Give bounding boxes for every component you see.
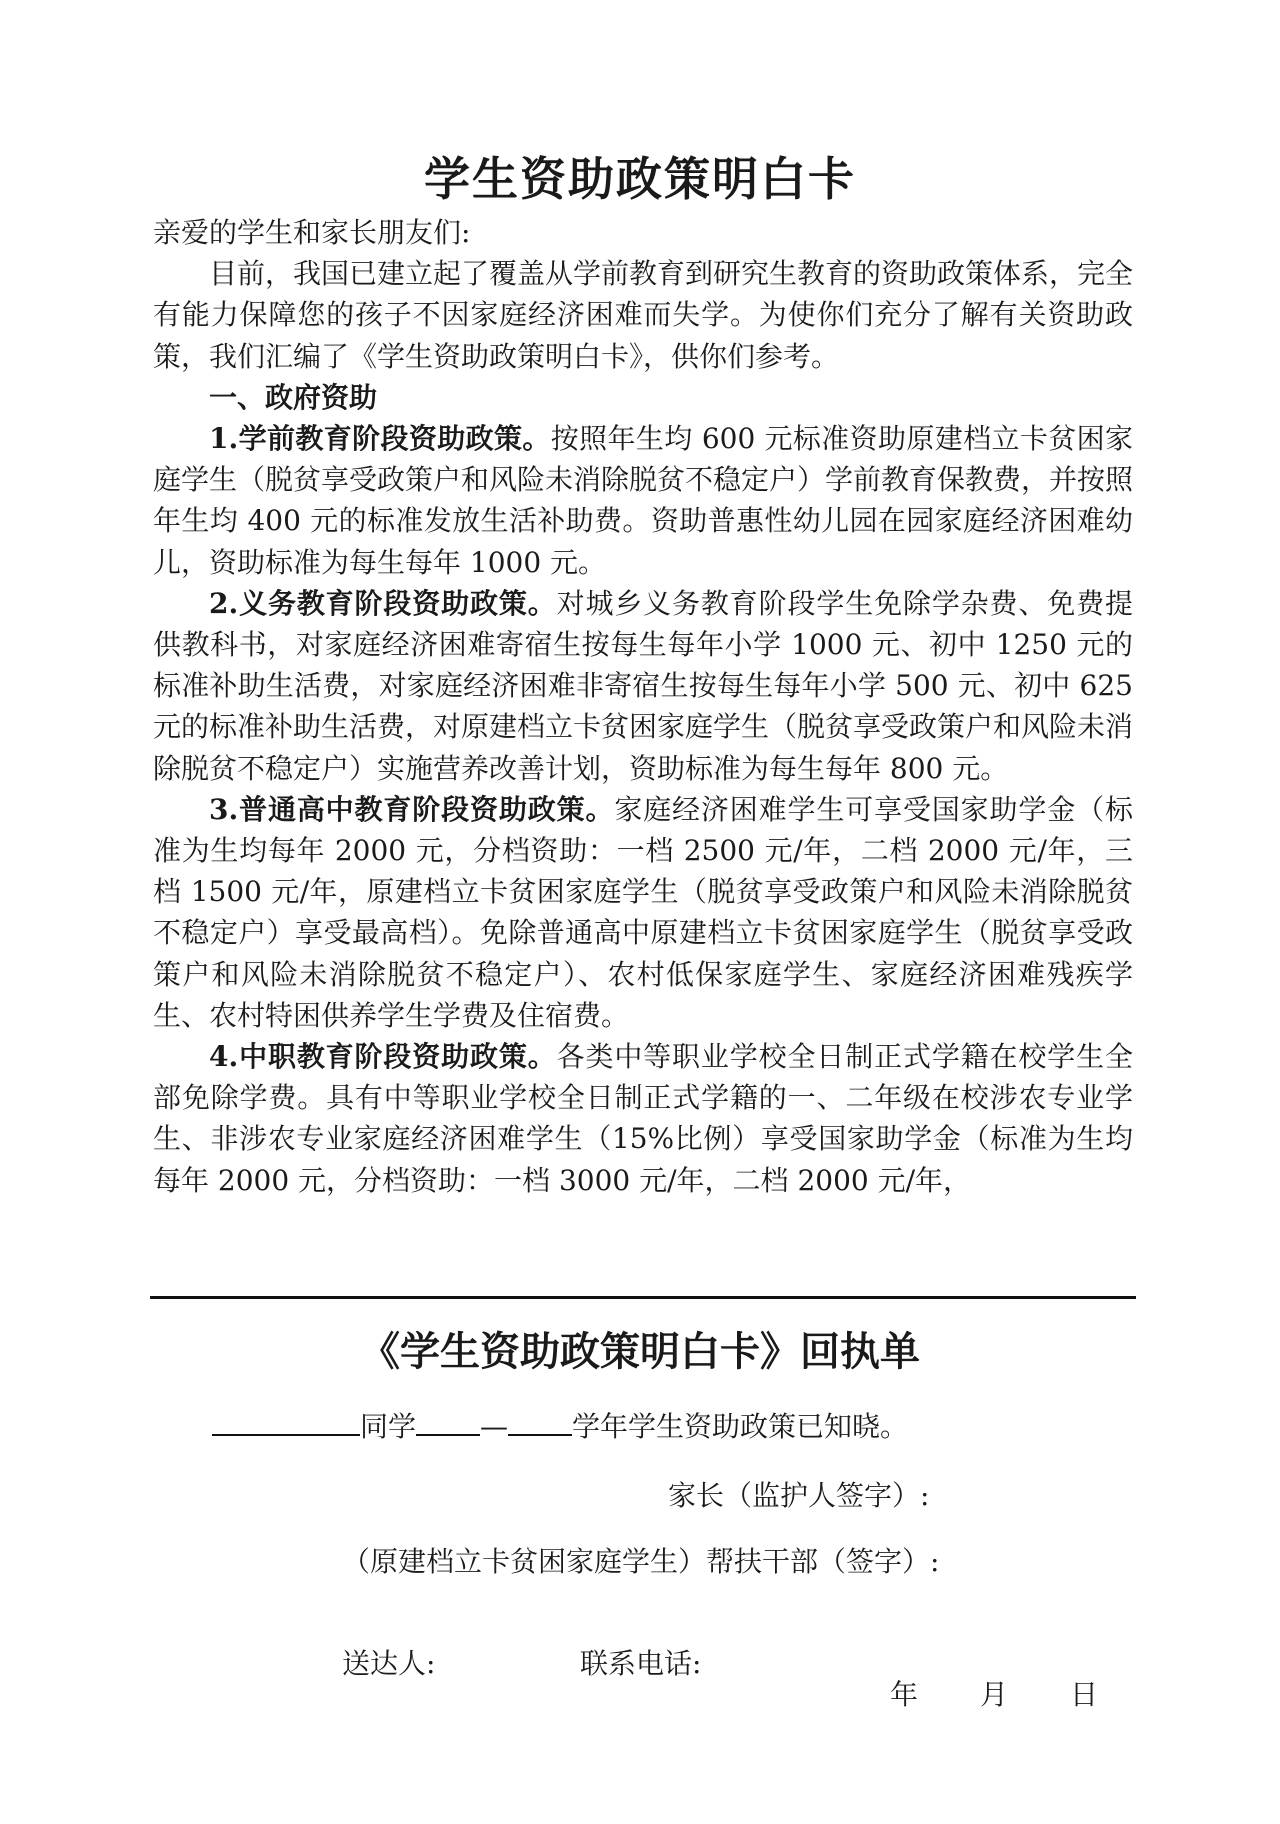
year-dash: —	[480, 1410, 509, 1443]
policy-item-preschool	[153, 418, 1133, 583]
receipt-acknowledgement-line	[212, 1405, 908, 1445]
end-year-blank[interactable]	[508, 1406, 572, 1436]
date-year-label: 年	[890, 1678, 919, 1711]
letter-body	[153, 212, 1133, 1201]
deliverer-field[interactable]: 送达人:	[342, 1647, 436, 1680]
policy-item-lead: 3.普通高中教育阶段资助政策。	[209, 792, 615, 826]
cut-line-divider	[150, 1296, 1136, 1299]
date-row	[890, 1673, 1098, 1713]
policy-item-lead: 2.义务教育阶段资助政策。	[209, 586, 557, 620]
policy-item-body: 按照年生均 600 元标准资助原建档立卡贫困家庭学生（脱贫享受政策户和风险未消除脱贫不稳定户）学前教育保教费，并按照年生均 400 元的标准发放生活补助费。资助普惠性幼儿园在园家庭经济困难幼儿，资助标准为每生每年 1000 元。	[153, 422, 1134, 579]
policy-item-body: 家庭经济困难学生可享受国家助学金（标准为生均每年 2000 元，分档资助：一档 2500 元/年，二档 2000 元/年，三档 1500 元/年，原建档立卡贫困家庭学生（脱贫享受政策户和风险未消除脱贫不稳定户）享受最高档）。免除普通高中原建档立卡贫困家庭学生（脱贫享受政策户和风险未消除脱贫不稳定户）、农村低保家庭学生、家庭经济困难残疾学生、农村特困供养学生学费及住宿费。	[153, 792, 1133, 1032]
acknowledgement-text: 学年学生资助政策已知晓。	[572, 1410, 909, 1443]
salutation: 亲爱的学生和家长朋友们:	[153, 216, 471, 249]
cadre-signature-field[interactable]: （原建档立卡贫困家庭学生）帮扶干部（签字）:	[342, 1545, 940, 1578]
policy-item-highschool	[153, 789, 1133, 1036]
section-heading-government-aid: 一、政府资助	[209, 380, 378, 414]
policy-item-body: 对城乡义务教育阶段学生免除学杂费、免费提供教科书，对家庭经济困难寄宿生按每生每年小学 1000 元、初中 1250 元的标准补助生活费，对家庭经济困难非寄宿生按每生每年小学 500 元、初中 625 元的标准补助生活费，对原建档立卡贫困家庭学生（脱贫享受政策户和风险未消除脱贫不稳定户）实施营养改善计划，资助标准为每生每年 800 元。	[153, 586, 1134, 785]
date-month-label: 月	[980, 1678, 1009, 1711]
student-name-blank[interactable]	[212, 1406, 360, 1436]
policy-item-vocational	[153, 1036, 1133, 1201]
start-year-blank[interactable]	[416, 1406, 480, 1436]
student-suffix-label: 同学	[360, 1410, 417, 1443]
policy-item-body: 各类中等职业学校全日制正式学籍在校学生全部免除学费。具有中等职业学校全日制正式学籍的一、二年级在校涉农专业学生、非涉农专业家庭经济困难学生（15%比例）享受国家助学金（标准为生均每年 2000 元，分档资助：一档 3000 元/年，二档 2000 元/年，	[153, 1040, 1133, 1197]
receipt-title: 《学生资助政策明白卡》回执单	[360, 1328, 920, 1375]
date-day-label: 日	[1070, 1678, 1099, 1711]
contact-phone-field[interactable]: 联系电话:	[580, 1647, 702, 1680]
parent-signature-field[interactable]: 家长（监护人签字）:	[668, 1479, 930, 1512]
intro-paragraph: 目前，我国已建立起了覆盖从学前教育到研究生教育的资助政策体系，完全有能力保障您的孩子不因家庭经济困难而失学。为使你们充分了解有关资助政策，我们汇编了《学生资助政策明白卡》，供你们参考。	[153, 257, 1134, 373]
policy-item-lead: 1.学前教育阶段资助政策。	[209, 422, 551, 456]
policy-item-lead: 4.中职教育阶段资助政策。	[209, 1040, 557, 1074]
policy-item-compulsory	[153, 583, 1133, 789]
page-title: 学生资助政策明白卡	[424, 152, 856, 206]
